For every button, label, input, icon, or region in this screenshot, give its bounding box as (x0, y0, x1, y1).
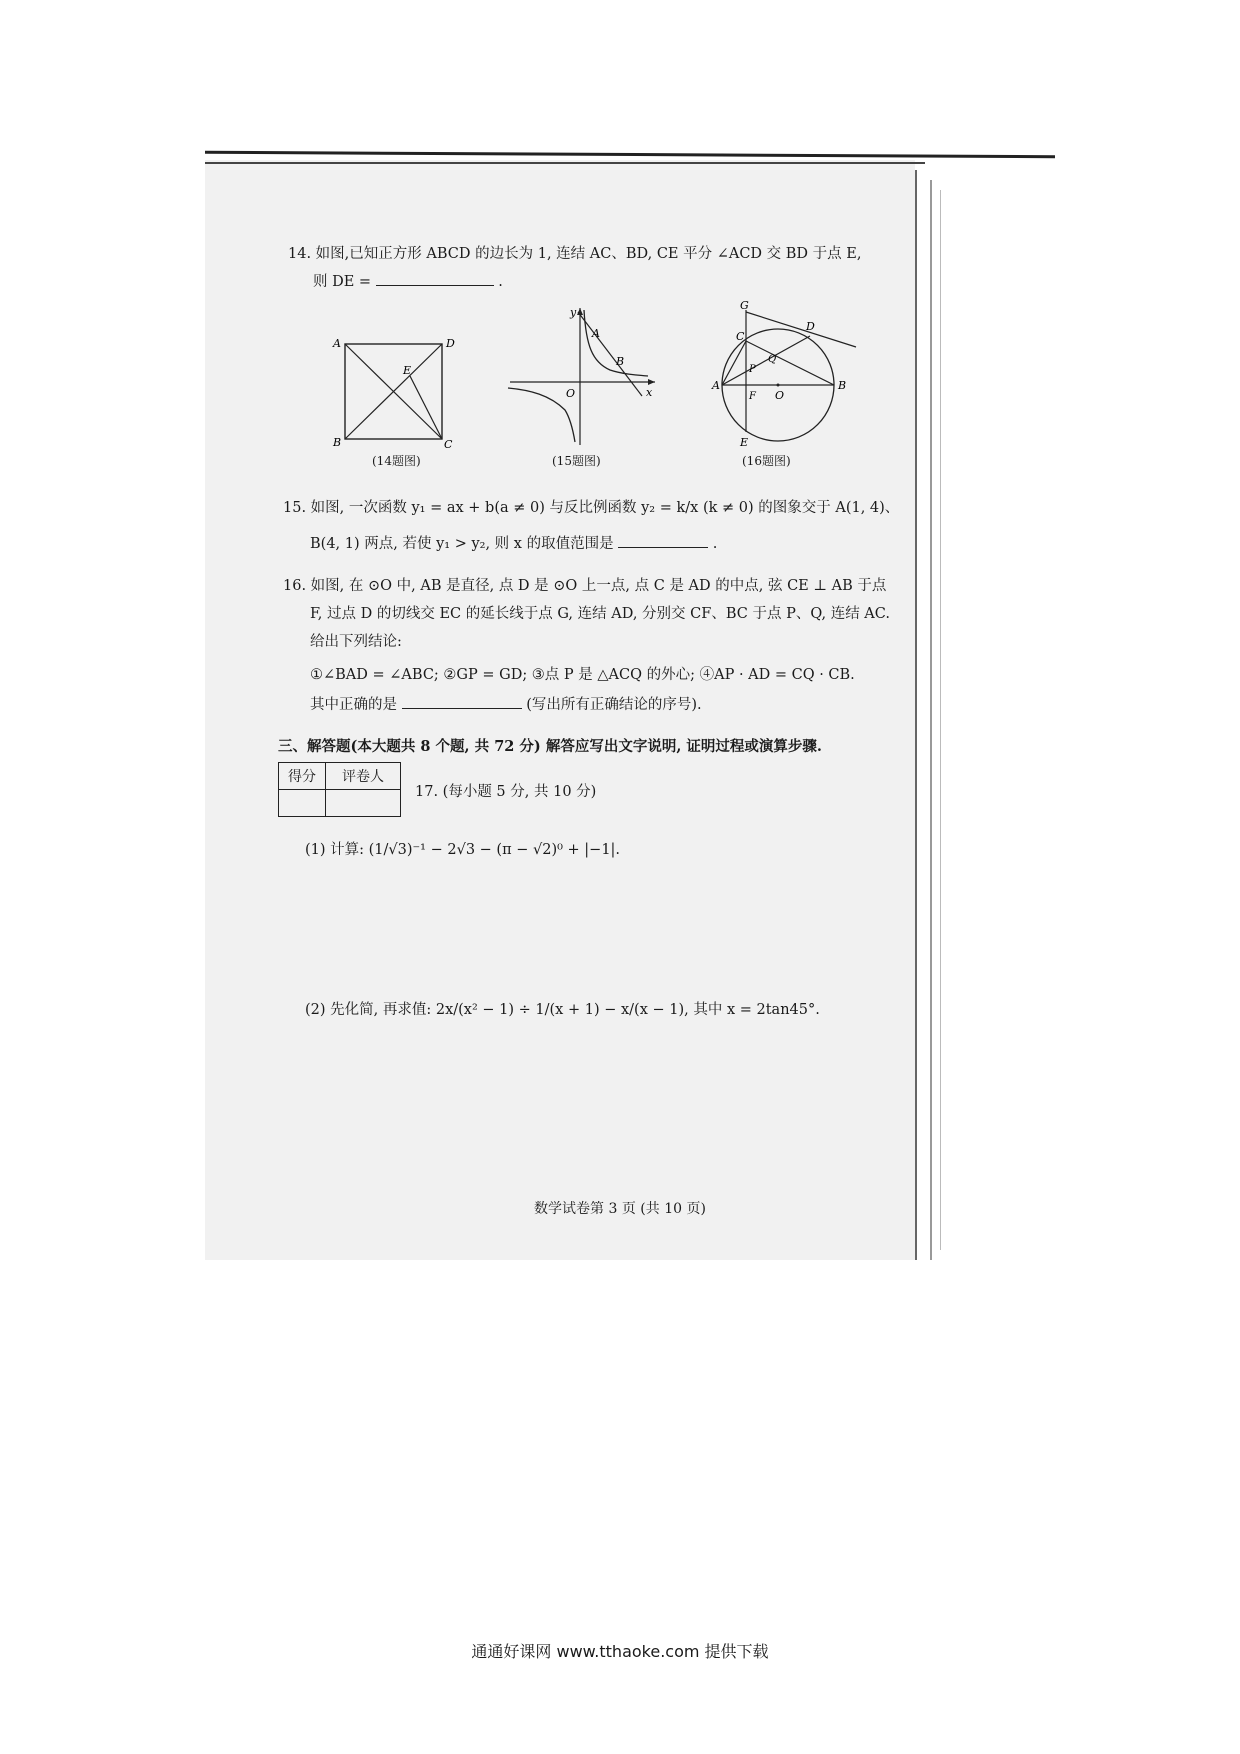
fig16-label-g: G (740, 300, 749, 312)
q15-answer-blank[interactable] (618, 531, 708, 548)
fig16-label-f: F (749, 391, 756, 402)
fig14-square-diagram (330, 330, 460, 450)
fig14-label-e: E (403, 364, 412, 377)
q16-line2: F, 过点 D 的切线交 EC 的延长线于点 G, 连结 AD, 分别交 CF、BC 于点 P、Q, 连结 AC. (310, 606, 890, 622)
page-number-footer: 数学试卷第 3 页 (共 10 页) (534, 1201, 706, 1217)
q16-line5 (310, 691, 702, 719)
fig16-label-o: O (775, 389, 785, 402)
section3-title: 三、解答题(本大题共 8 个题, 共 72 分) 解答应写出文字说明, 证明过程或演算步骤. (278, 738, 822, 755)
q14-line1: 14. 如图,已知正方形 ABCD 的边长为 1, 连结 AC、BD, CE 平分 ∠ACD 交 BD 于点 E, (288, 246, 862, 262)
q17-part2: (2) 先化简, 再求值: 2x/(x² − 1) ÷ 1/(x + 1) − x/(x − 1), 其中 x = 2tan45°. (305, 1002, 820, 1018)
fig16-label-d: D (806, 320, 815, 333)
q14-line2-post: . (498, 274, 503, 290)
q15-line2-pre: B(4, 1) 两点, 若使 y₁ > y₂, 则 x 的取值范围是 (310, 536, 614, 552)
fig16-label-e: E (740, 436, 749, 449)
q17-header: 17. (每小题 5 分, 共 10 分) (415, 784, 597, 800)
q15-line1: 15. 如图, 一次函数 y₁ = ax + b(a ≠ 0) 与反比例函数 y₂ = k/x (k ≠ 0) 的图象交于 A(1, 4)、 (283, 500, 900, 516)
q16-line5-pre: 其中正确的是 (310, 697, 397, 713)
q16-answer-blank[interactable] (402, 692, 522, 709)
fig15-caption: (15题图) (552, 454, 601, 468)
fig16-label-c: C (736, 330, 745, 343)
fig16-center-point (777, 384, 780, 387)
fig16-caption: (16题图) (742, 454, 791, 468)
fig14-label-a: A (333, 337, 341, 350)
fig14-caption: (14题图) (372, 454, 421, 468)
q16-line4: ①∠BAD = ∠ABC; ②GP = GD; ③点 P 是 △ACQ 的外心; ④AP · AD = CQ · CB. (310, 667, 855, 683)
q16-line3: 给出下列结论: (310, 634, 402, 650)
fig15-x-arrow (648, 379, 655, 385)
fig16-label-q: Q (768, 354, 777, 365)
paper-edge-right (915, 170, 917, 1260)
q16-line1: 16. 如图, 在 ⊙O 中, AB 是直径, 点 D 是 ⊙O 上一点, 点 C 是 AD 的中点, 弦 CE ⊥ AB 于点 (283, 578, 887, 594)
fig16-label-a: A (712, 379, 720, 392)
site-watermark-footer: 通通好课网 www.tthaoke.com 提供下载 (471, 1642, 769, 1661)
fig14-label-d: D (446, 337, 455, 350)
fig16-label-p: P (749, 364, 756, 375)
q15-line2-post: . (712, 536, 718, 552)
fig16-label-b: B (838, 379, 847, 392)
fig14-label-c: C (444, 438, 453, 450)
q14-line2-pre: 则 DE = (313, 274, 372, 290)
score-table-header-score: 得分 (279, 763, 326, 790)
q14-line2 (313, 268, 503, 296)
fig15-label-y: y (570, 306, 577, 319)
fig15-label-o: O (566, 387, 576, 400)
fig15-function-graph (500, 300, 660, 450)
fig14-bisector-ce (410, 376, 442, 439)
q17-part1: (1) 计算: (1/√3)⁻¹ − 2√3 − (π − √2)⁰ + |−1|. (305, 842, 621, 858)
score-table-cell-score[interactable] (279, 790, 326, 817)
paper-edge-top (205, 151, 1055, 158)
paper-edge-right-2 (930, 180, 932, 1260)
fig15-hyperbola-q3 (508, 388, 575, 442)
q14-answer-blank[interactable] (376, 269, 494, 286)
paper-edge-right-3 (940, 190, 941, 1250)
score-table-cell-grader[interactable] (326, 790, 401, 817)
fig16-tangent-gd (746, 312, 856, 347)
q15-line2 (310, 530, 717, 558)
fig15-line (578, 312, 642, 396)
score-table-header-grader: 评卷人 (326, 763, 401, 790)
score-table (278, 762, 401, 817)
paper-edge-top-inner (205, 162, 925, 164)
fig15-label-x: x (646, 386, 653, 399)
fig15-label-b: B (616, 355, 625, 368)
fig14-label-b: B (333, 436, 342, 449)
q16-line5-post: (写出所有正确结论的序号). (526, 697, 702, 713)
fig16-circle-diagram (700, 300, 870, 450)
fig15-label-a: A (592, 327, 600, 340)
